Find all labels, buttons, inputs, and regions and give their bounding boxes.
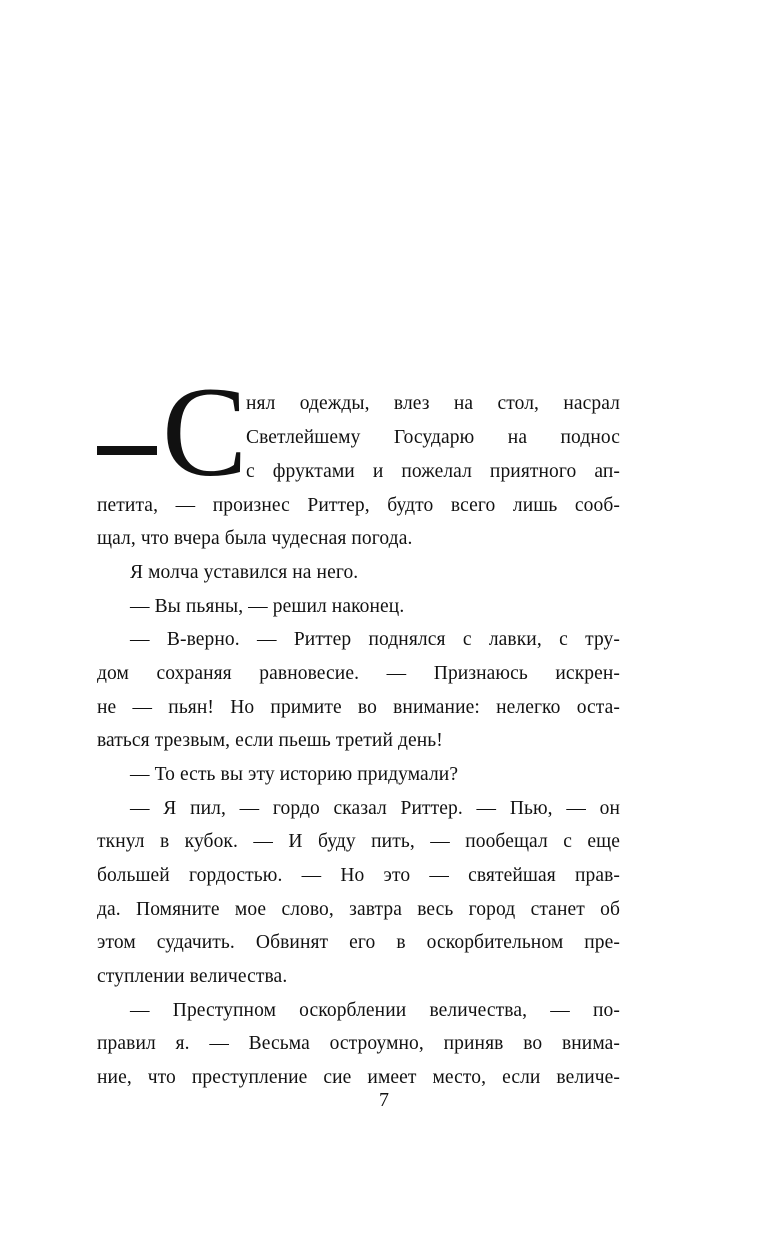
text-line: — Преступном оскорблении величества, — по- (130, 1000, 620, 1021)
text-line: — Я пил, — гордо сказал Риттер. — Пью, — он (130, 798, 620, 819)
text-line: Светлейшему Государю на поднос (246, 427, 620, 448)
text-line: — Вы пьяны, — решил наконец. (130, 596, 405, 617)
text-line: нял одежды, влез на стол, насрал (246, 393, 620, 414)
text-line: ткнул в кубок. — И буду пить, — пообещал с еще (97, 831, 620, 852)
text-line: ние, что преступление сие имеет место, если величе- (97, 1067, 620, 1088)
text-line: — То есть вы эту историю придумали? (130, 764, 459, 785)
text-line: с фруктами и пожелал приятного ап- (246, 461, 620, 482)
page-number: 7 (379, 1089, 389, 1111)
text-line: ступлении величества. (97, 966, 288, 987)
text-line: щал, что вчера была чудесная погода. (97, 528, 413, 549)
text-line: этом судачить. Обвинят его в оскорбительном пре- (97, 932, 620, 953)
text-line: правил я. — Весьма остроумно, приняв во внима- (97, 1033, 620, 1054)
drop-cap: С (162, 361, 248, 503)
text-line: большей гордостью. — Но это — святейшая прав- (97, 865, 620, 886)
text-line: Я молча уставился на него. (130, 562, 359, 583)
text-line: петита, — произнес Риттер, будто всего лишь сооб- (97, 495, 620, 516)
text-line: ваться трезвым, если пьешь третий день! (97, 730, 443, 751)
text-line: не — пьян! Но примите во внимание: нелегко оста- (97, 697, 620, 718)
text-line: — В-верно. — Риттер поднялся с лавки, с тру- (130, 629, 620, 650)
dialogue-dash (97, 446, 157, 455)
text-line: да. Помяните мое слово, завтра весь город станет об (97, 899, 620, 920)
text-line: дом сохраняя равновесие. — Признаюсь искрен- (97, 663, 620, 684)
